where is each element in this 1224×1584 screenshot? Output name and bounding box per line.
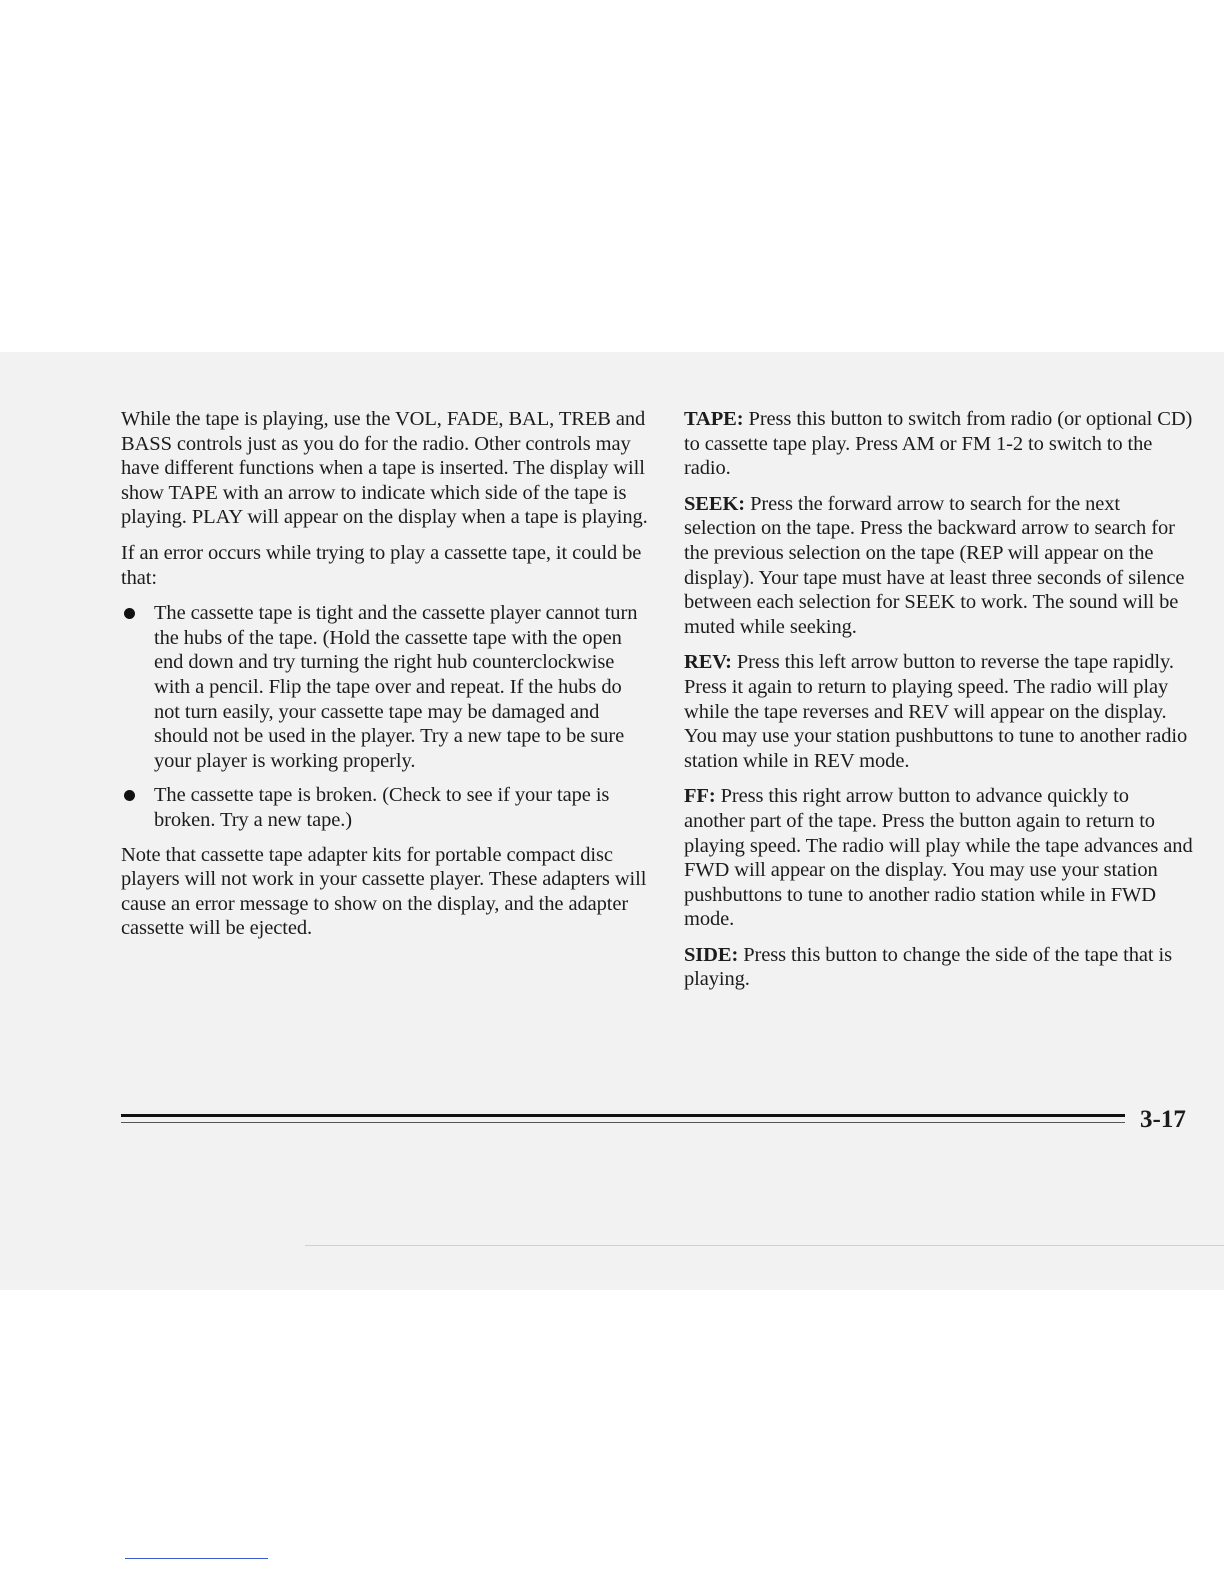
ff-text: Press this right arrow button to advance quickly to another part of the tape. Press the button again to return to playing speed. The radio will play while the tape advances and FWD will appear on the display. You may use your station pushbuttons to tune to another radio station while in FWD mode.	[684, 785, 1193, 931]
rev-button-description	[684, 650, 1194, 773]
error-intro-paragraph: If an error occurs while trying to play a cassette tape, it could be that:	[121, 541, 642, 589]
side-text: Press this button to change the side of the tape that is playing.	[684, 943, 1173, 991]
list-item-text: The cassette tape is broken. (Check to see if your tape is broken. Try a new tape.)	[154, 784, 610, 831]
seek-term: SEEK:	[684, 492, 746, 515]
list-item	[121, 601, 649, 773]
scan-artifact-line	[305, 1245, 1224, 1246]
bullet-icon	[124, 790, 135, 801]
ff-button-description	[684, 784, 1194, 932]
rev-text: Press this left arrow button to reverse the tape rapidly. Press it again to return to playing speed. The radio will play while the tape reverses and REV will appear on the display. You may use your station pushbuttons to tune to another radio station while in REV mode.	[684, 651, 1188, 772]
list-item	[121, 783, 649, 832]
tape-playing-paragraph: While the tape is playing, use the VOL, FADE, BAL, TREB and BASS controls just as you do for the radio. Other controls may have different functions when a tape is inserted. The display will show TAPE with an arrow to indicate which side of the tape is playing. PLAY will appear on the display when a tape is playing.	[121, 408, 648, 529]
seek-button-description	[684, 492, 1194, 640]
left-column	[121, 407, 649, 952]
footer-rule	[121, 1114, 1125, 1123]
list-item-text: The cassette tape is tight and the cassette player cannot turn the hubs of the tape. (Hold the cassette tape with the open end down and try turning the right hub counterclockwise with a pencil. Flip the tape over and repeat. If the hubs do not turn easily, your cassette tape may be damaged and should not be used in the player. Try a new tape to be sure your player is working properly.	[154, 602, 638, 772]
footer-rule-thick	[121, 1114, 1125, 1117]
side-button-description	[684, 943, 1194, 992]
tape-button-description	[684, 407, 1194, 481]
tape-term: TAPE:	[684, 408, 744, 430]
rev-term: REV:	[684, 651, 732, 674]
bullet-icon	[124, 608, 135, 619]
error-causes-list	[121, 601, 649, 832]
side-term: SIDE:	[684, 943, 739, 966]
tape-text: Press this button to switch from radio (or optional CD) to cassette tape play. Press AM or FM 1-2 to switch to the radio.	[684, 408, 1193, 480]
bottom-underline	[125, 1558, 268, 1559]
adapter-note-paragraph: Note that cassette tape adapter kits for portable compact disc players will not work in your cassette player. These adapters will cause an error message to show on the display, and the adapter cassette will be ejected.	[121, 843, 647, 940]
page-number: 3-17	[1140, 1106, 1186, 1133]
seek-text: Press the forward arrow to search for the next selection on the tape. Press the backward arrow to search for the previous selection on the tape (REP will appear on the display). Your tape must have at least three seconds of silence between each selection for SEEK to work. The sound will be muted while seeking.	[684, 492, 1185, 638]
footer-rule-thin	[121, 1122, 1125, 1123]
right-column	[684, 407, 1194, 1003]
ff-term: FF:	[684, 785, 716, 808]
